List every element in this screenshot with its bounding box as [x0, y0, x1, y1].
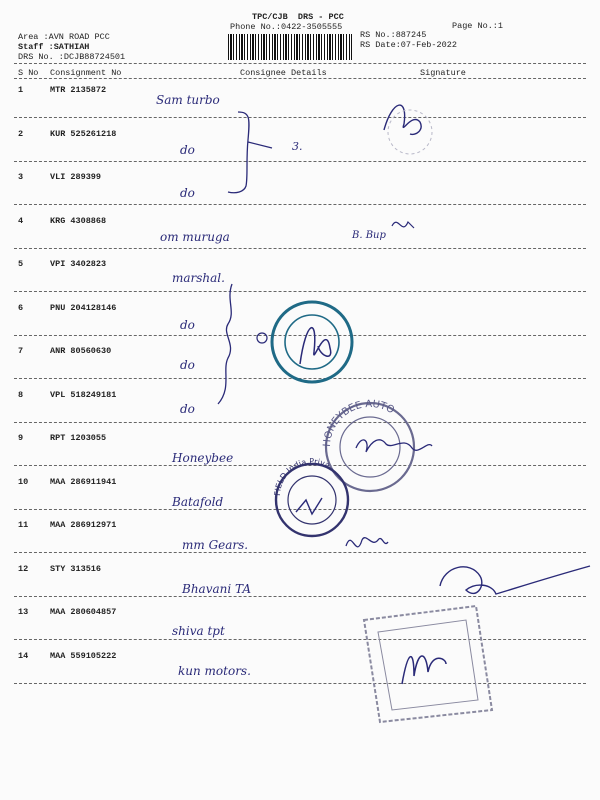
document-title: TPC/CJB DRS - PCC	[252, 12, 344, 22]
row-sno: 13	[18, 607, 29, 617]
royal-stamp-inner	[288, 476, 336, 524]
area-label: Area :AVN ROAD PCC	[18, 32, 110, 42]
row-consignment-no: MTR 2135872	[50, 85, 107, 95]
row-divider	[14, 683, 586, 684]
row-consignment-no: ANR 80560630	[50, 346, 112, 356]
row-consignment-no: KRG 4308868	[50, 215, 107, 226]
row-consignee-handwritten: Sam turbo	[156, 93, 220, 107]
row-consignment-no: MAA 286911941	[50, 476, 117, 487]
row-divider	[14, 465, 586, 466]
staff-label: Staff :SATHIAH	[18, 42, 90, 52]
honeybee-stamp-inner	[340, 417, 400, 477]
row-consignee-handwritten: mm Gears.	[182, 538, 249, 552]
row-divider	[14, 422, 586, 423]
row-sno: 4	[18, 215, 24, 226]
row-sno: 1	[18, 85, 24, 95]
honeybee-stamp-text: HONEYBEE AUTO	[321, 398, 396, 448]
ditto-bracket-2	[218, 284, 232, 404]
row-consignee-handwritten: om muruga	[160, 230, 230, 244]
row14-signature	[402, 656, 446, 684]
row-consignment-no: KUR 525261218	[50, 128, 117, 139]
row1-signature	[384, 105, 421, 134]
ditto-bracket-1	[228, 112, 249, 193]
royal-signature	[296, 498, 322, 514]
row-consignment-no: STY 313516	[50, 563, 102, 574]
row-sno: 5	[18, 259, 24, 269]
row-sno: 14	[18, 650, 29, 661]
row-consignee-handwritten: kun motors.	[178, 664, 251, 678]
row-consignment-no: MAA 559105222	[50, 650, 117, 661]
row-divider	[14, 335, 586, 336]
row-consignment-no: VPI 3402823	[50, 259, 107, 269]
honeybee-signature	[356, 440, 432, 452]
row-sno: 9	[18, 433, 24, 443]
row-consignment-no: RPT 1203055	[50, 433, 107, 443]
row-consignee-handwritten: marshal.	[172, 271, 225, 285]
square-stamp-inner	[378, 620, 478, 710]
row4-signature: B. Bup	[352, 230, 386, 241]
royal-stamp-outer	[276, 464, 348, 536]
row-consignee-handwritten: do	[180, 402, 195, 416]
row-sno: 7	[18, 346, 24, 356]
row-consignment-no: VPL 518249181	[50, 389, 117, 400]
row-divider	[14, 291, 586, 292]
row4-signature-flourish	[392, 222, 414, 228]
row-divider	[14, 248, 586, 249]
row-consignee-handwritten: do	[180, 318, 195, 332]
row-consignment-no: VLI 289399	[50, 172, 102, 182]
row-divider	[14, 596, 586, 597]
row-consignment-no: MAA 286912971	[50, 520, 117, 530]
stamp-signature-1	[300, 328, 331, 364]
company-stamp-inner	[285, 315, 339, 369]
row-sno: 3	[18, 172, 24, 182]
count-note: 3.	[292, 140, 303, 153]
row-divider	[14, 378, 586, 379]
row-sno: 11	[18, 520, 29, 530]
square-stamp	[364, 606, 492, 722]
row-sno: 2	[18, 128, 24, 139]
honeybee-stamp-outer	[326, 403, 414, 491]
row-consignee-handwritten: shiva tpt	[172, 624, 225, 638]
royal-stamp-text: FIELD India Priva	[272, 456, 332, 497]
row-sno: 12	[18, 563, 29, 574]
row-divider	[14, 117, 586, 118]
row-consignee-handwritten: do	[180, 186, 195, 200]
row-divider	[14, 639, 586, 640]
row-consignee-handwritten: do	[180, 358, 195, 372]
ditto-bracket-1-arm	[248, 142, 272, 148]
row-consignee-handwritten: Batafold	[172, 495, 224, 509]
row-consignment-no: MAA 280604857	[50, 607, 117, 617]
col-consignment: Consignment No	[50, 68, 122, 78]
phone-number: Phone No.:0422-3505555	[230, 22, 343, 32]
row-consignee-handwritten: do	[180, 143, 195, 157]
col-signature: Signature	[420, 68, 466, 78]
row-sno: 8	[18, 389, 24, 400]
row-consignee-handwritten: Bhavani TA	[182, 582, 252, 596]
row-divider	[14, 204, 586, 205]
header-top-rule	[14, 63, 586, 64]
row12-signature	[440, 566, 590, 594]
row-consignment-no: PNU 204128146	[50, 302, 117, 313]
drs-number: DRS No. :DCJB88724501	[18, 52, 126, 62]
row-sno: 6	[18, 302, 24, 313]
header-bottom-rule	[14, 78, 586, 79]
row-divider	[14, 552, 586, 553]
col-consignee: Consignee Details	[240, 68, 327, 78]
row-sno: 10	[18, 476, 29, 487]
col-sno: S No	[18, 68, 39, 78]
rs-date: RS Date:07-Feb-2022	[360, 40, 457, 50]
row-divider	[14, 161, 586, 162]
rs-number: RS No.:887245	[360, 30, 427, 40]
row-consignee-handwritten: Honeybee	[172, 451, 234, 465]
company-stamp-outer	[272, 302, 352, 382]
page-number: Page No.:1	[452, 21, 504, 31]
row-divider	[14, 509, 586, 510]
barcode	[228, 34, 352, 60]
row11-signature	[346, 538, 388, 547]
